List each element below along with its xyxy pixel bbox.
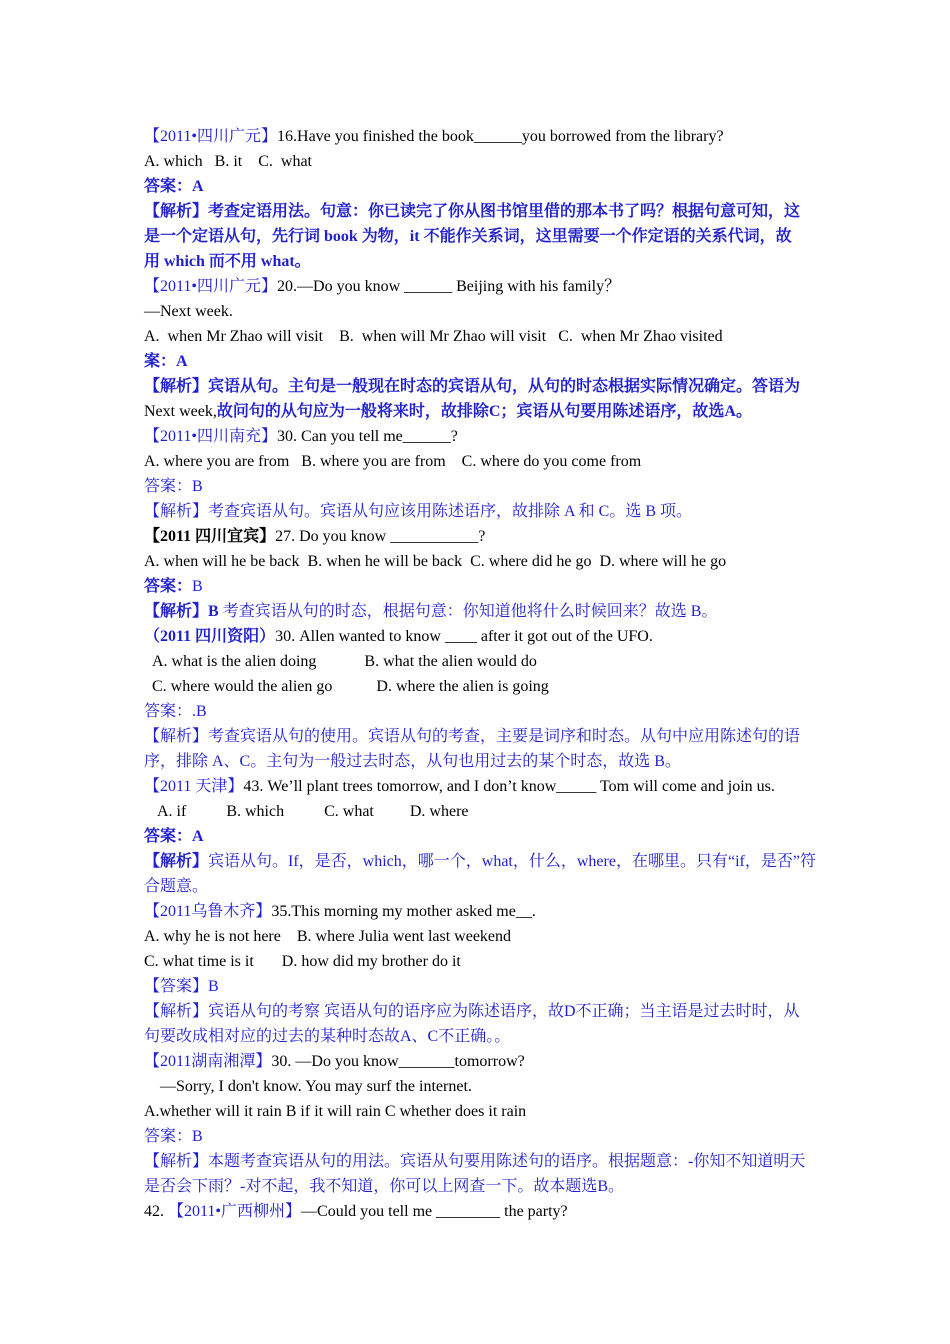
- text-segment: 答案：.B: [144, 703, 207, 720]
- text-segment: 序，排除 A、C。主句为一般过去时态，从句也用过去的某个时态，故选 B。: [144, 753, 681, 770]
- text-segment: 【2011•四川广元】: [144, 128, 278, 145]
- text-segment: 【解析】考查定语用法。句意：你已读完了你从图书馆里借的那本书了吗？根据句意可知，这: [144, 203, 801, 220]
- text-segment: Next week,: [144, 403, 217, 420]
- text-segment: A. what is the alien doing B. what the alien would do: [152, 653, 537, 670]
- text-segment: A. where you are from B. where you are from C. where do you come from: [144, 453, 642, 470]
- text-line: [144, 999, 814, 1024]
- text-segment: 是一个定语从句，先行词 book 为物，it 不能作关系词，这里需要一个作定语的关系代词，故: [144, 228, 792, 245]
- text-line: [144, 1024, 814, 1049]
- text-line: [144, 624, 814, 649]
- text-line: [144, 724, 814, 749]
- text-line: [144, 1149, 814, 1174]
- text-segment: 20.—Do you know ______ Beijing with his family？: [277, 278, 621, 295]
- text-line: [144, 124, 814, 149]
- text-segment: 35.This morning my mother asked me__.: [271, 903, 536, 920]
- text-line: [144, 1199, 814, 1224]
- text-segment: —Sorry, I don't know. You may surf the internet.: [160, 1078, 472, 1095]
- text-line: [144, 949, 814, 974]
- text-line: [144, 1099, 814, 1124]
- text-segment: 案：A: [144, 353, 188, 370]
- text-line: [144, 224, 814, 249]
- text-line: [144, 599, 814, 624]
- text-segment: —Next week.: [144, 303, 233, 320]
- text-segment: 句要改成相对应的过去的某种时态故A、C不正确。。: [144, 1028, 511, 1045]
- text-segment: 【解析】考查宾语从句。宾语从句应该用陈述语序，故排除 A 和 C。选 B 项。: [144, 503, 693, 520]
- text-segment: 宾语从句。If，是否，which，哪一个，what，什么，where，在哪里。只有“if，是否”符: [208, 853, 816, 870]
- text-segment: A. which B. it C. what: [144, 153, 312, 170]
- text-line: [144, 249, 814, 274]
- text-line: [144, 649, 814, 674]
- text-segment: 【解析】宾语从句。主句是一般现在时态的宾语从句，从句的时态根据实际情况确定。答语为: [144, 378, 801, 395]
- text-segment: 【2011•四川南充】: [144, 428, 278, 445]
- text-line: [144, 674, 814, 699]
- text-line: [144, 899, 814, 924]
- text-line: [144, 774, 814, 799]
- text-segment: 【2011•广西柳州】: [168, 1203, 302, 1220]
- text-line: [144, 824, 814, 849]
- text-segment: 30. Can you tell me______?: [277, 428, 458, 445]
- text-line: [144, 749, 814, 774]
- text-segment: 【2011 天津】: [144, 778, 244, 795]
- text-segment: C. where would the alien go D. where the alien is going: [152, 678, 549, 695]
- text-line: [144, 374, 814, 399]
- text-line: [144, 924, 814, 949]
- text-line: [144, 274, 814, 299]
- text-segment: A.whether will it rain B if it will rain C whether does it rain: [144, 1103, 527, 1120]
- text-line: [144, 574, 814, 599]
- text-segment: 30. Allen wanted to know ____ after it got out of the UFO.: [275, 628, 653, 645]
- text-segment: —Could you tell me ________ the party?: [301, 1203, 568, 1220]
- text-line: [144, 1049, 814, 1074]
- text-segment: 【解析】: [144, 853, 209, 870]
- text-segment: A. when will he be back B. when he will be back C. where did he go D. where will he go: [144, 553, 727, 570]
- text-line: [144, 1124, 814, 1149]
- text-segment: 故问句的从句应为一般将来时，故排除C；宾语从句要用陈述语序，故选A。: [216, 403, 752, 420]
- text-segment: 答案：B: [144, 1128, 203, 1145]
- text-segment: 【2011 四川宜宾】: [144, 528, 276, 545]
- text-line: [144, 699, 814, 724]
- document-body: [144, 124, 814, 1224]
- text-segment: 30. —Do you know_______tomorrow?: [271, 1053, 525, 1070]
- text-segment: 【2011湖南湘潭】: [144, 1053, 272, 1070]
- text-line: [144, 1074, 814, 1099]
- text-segment: 43. We’ll plant trees tomorrow, and I don’t know_____ Tom will come and join us.: [243, 778, 775, 795]
- text-line: [144, 874, 814, 899]
- text-segment: A. when Mr Zhao will visit B. when will Mr Zhao will visit C. when Mr Zhao visited: [144, 328, 723, 345]
- text-segment: 用 which 而不用 what。: [144, 253, 311, 270]
- text-line: [144, 549, 814, 574]
- text-segment: 42.: [144, 1203, 168, 1220]
- text-line: [144, 424, 814, 449]
- text-line: [144, 399, 814, 424]
- text-segment: B: [192, 578, 203, 595]
- text-segment: 【2011乌鲁木齐】: [144, 903, 272, 920]
- text-segment: 【解析】B: [144, 603, 219, 620]
- text-segment: 答案：A: [144, 178, 204, 195]
- text-line: [144, 324, 814, 349]
- text-segment: 答案：A: [144, 828, 204, 845]
- text-segment: 【解析】本题考查宾语从句的用法。宾语从句要用陈述句的语序。根据题意：-你知不知道明天: [144, 1153, 806, 1170]
- text-line: [144, 299, 814, 324]
- text-line: [144, 499, 814, 524]
- text-segment: 合题意。: [144, 878, 209, 895]
- text-segment: 【解析】宾语从句的考察 宾语从句的语序应为陈述语序，故D不正确；当主语是过去时时，从: [144, 1003, 800, 1020]
- text-line: [144, 849, 814, 874]
- text-segment: 答案：: [144, 578, 193, 595]
- text-line: [144, 1174, 814, 1199]
- text-segment: 【解析】考查宾语从句的使用。宾语从句的考查，主要是词序和时态。从句中应用陈述句的语: [144, 728, 801, 745]
- text-segment: 考查宾语从句的时态，根据句意：你知道他将什么时候回来？故选 B。: [218, 603, 718, 620]
- text-line: [144, 174, 814, 199]
- text-line: [144, 349, 814, 374]
- text-line: [144, 474, 814, 499]
- text-segment: 27. Do you know ___________?: [275, 528, 486, 545]
- text-line: [144, 199, 814, 224]
- text-segment: A. why he is not here B. where Julia went last weekend: [144, 928, 512, 945]
- text-line: [144, 524, 814, 549]
- text-segment: 是否会下雨？-对不起，我不知道，你可以上网查一下。故本题选B。: [144, 1178, 625, 1195]
- text-line: [144, 974, 814, 999]
- text-segment: C. what time is it D. how did my brother do it: [144, 953, 461, 970]
- text-line: [144, 149, 814, 174]
- text-segment: （2011 四川资阳）: [144, 628, 276, 645]
- text-segment: A. if B. which C. what D. where: [157, 803, 469, 820]
- text-segment: 【答案】B: [144, 978, 219, 995]
- text-line: [144, 799, 814, 824]
- text-segment: 16.Have you finished the book______you borrowed from the library?: [277, 128, 724, 145]
- text-segment: 【2011•四川广元】: [144, 278, 278, 295]
- text-line: [144, 449, 814, 474]
- text-segment: 答案：B: [144, 478, 203, 495]
